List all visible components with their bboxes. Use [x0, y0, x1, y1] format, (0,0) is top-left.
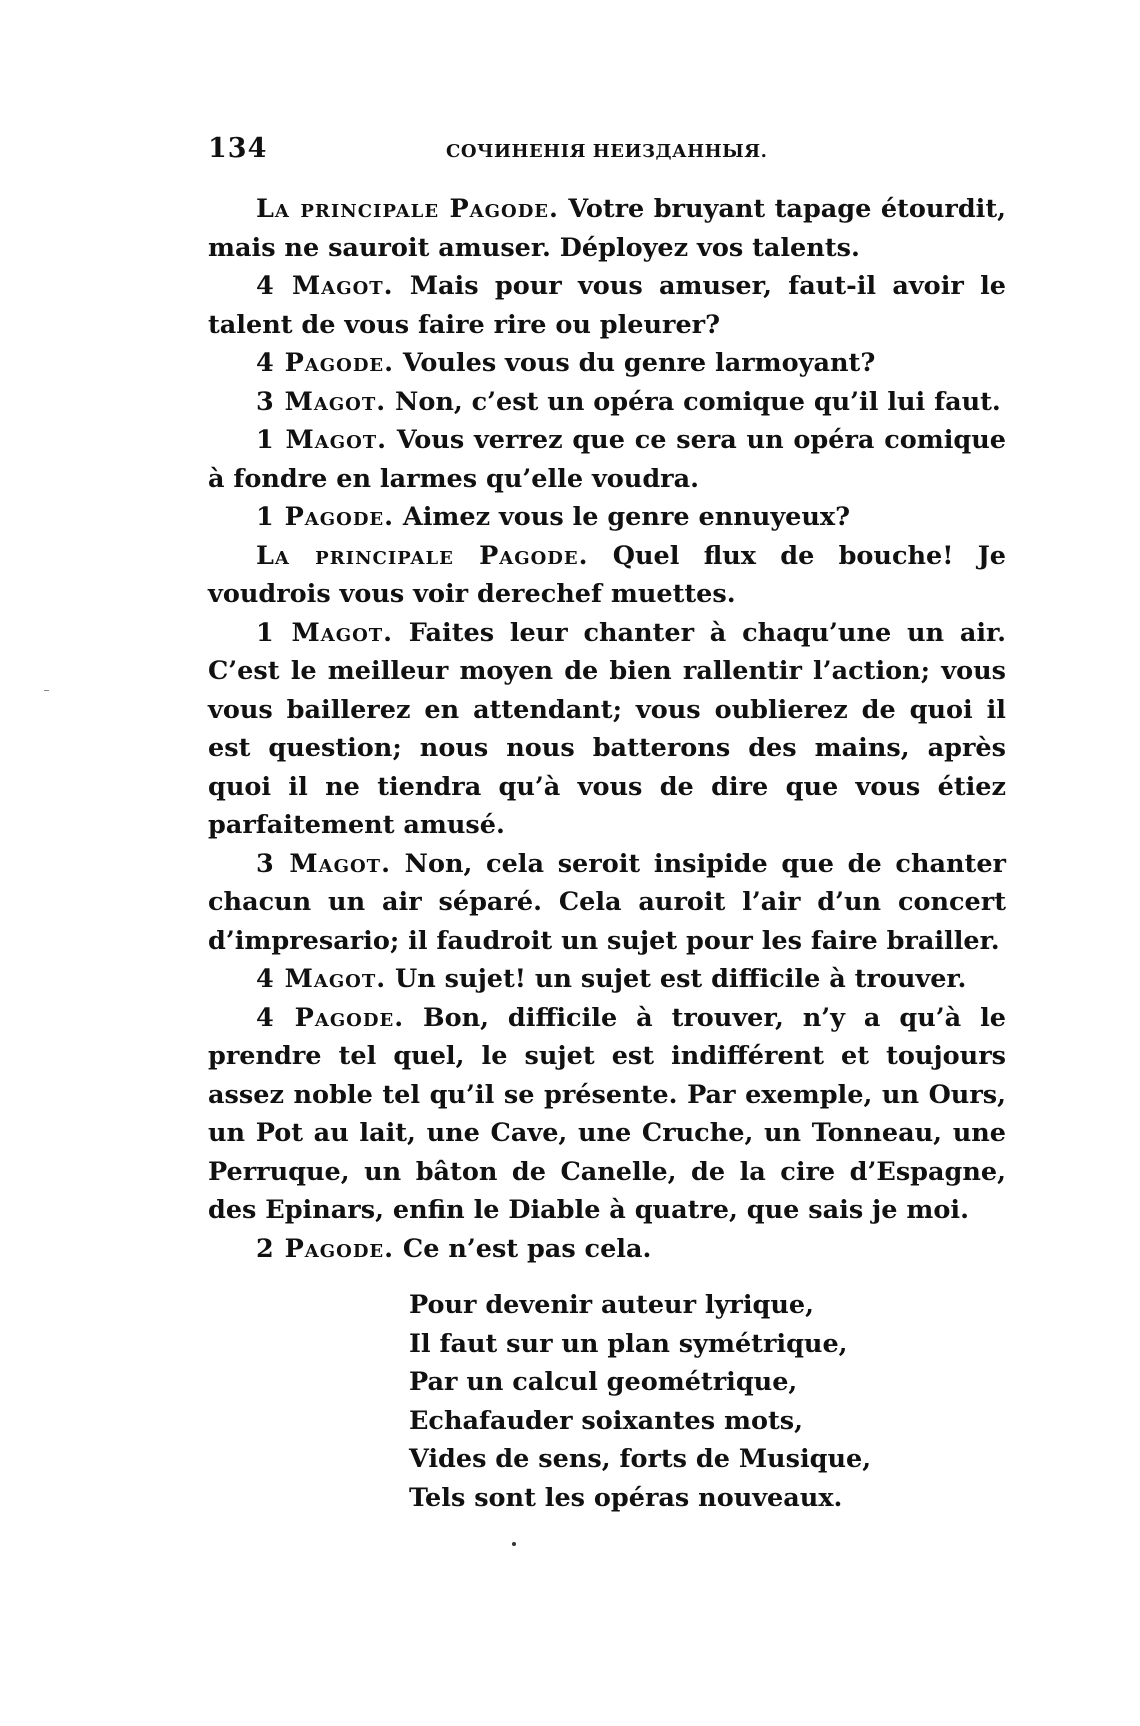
dialogue-paragraph — [208, 1230, 1006, 1269]
speech-text: Un sujet! un sujet est difficile à trouver. — [395, 964, 967, 994]
dialogue-paragraph — [208, 537, 1006, 614]
speaker-name: La principale Pagode. — [256, 194, 559, 224]
speaker-name: 1 Pagode. — [256, 502, 395, 532]
speaker-name: 3 Magot. — [256, 386, 387, 417]
running-title: СОЧИНЕНIЯ НЕИЗДАННЫЯ. — [446, 141, 768, 162]
dialogue-paragraph — [208, 267, 1006, 344]
dialogue-paragraph — [208, 344, 1006, 383]
verse-block — [409, 1286, 1006, 1517]
verse-line: Pour devenir auteur lyrique, — [409, 1290, 814, 1320]
verse-line: Echafauder soixantes mots, — [409, 1405, 803, 1436]
speaker-name: 3 Magot. — [256, 848, 391, 879]
speech-text: Votre bruyant tapage étourdit, mais ne sauroit amuser. Déployez vos talents. — [208, 194, 1006, 263]
dialogue-paragraph — [208, 960, 1006, 999]
dialogue-paragraph — [208, 999, 1006, 1230]
dialogue-paragraph — [208, 614, 1006, 845]
speaker-name: 4 Pagode. — [256, 348, 395, 378]
verse-line: Tels sont les opéras nouveaux. — [409, 1482, 843, 1513]
dialogue-paragraph — [208, 190, 1006, 267]
verse-line: Par un calcul geométrique, — [409, 1367, 798, 1397]
verse-line: Vides de sens, forts de Musique, — [409, 1444, 872, 1474]
page-number: 134 — [208, 133, 268, 164]
speech-text: Non, c’est un opéra comique qu’il lui faut. — [395, 386, 1001, 417]
speech-text: Non, cela seroit insipide que de chanter chacun un air séparé. Cela auroit l’air d’un concert d’impresario; il faudroit un sujet pour les faire brailler. — [208, 848, 1006, 956]
speech-text: Mais pour vous amuser, faut-il avoir le talent de vous faire rire ou pleurer? — [208, 271, 1006, 340]
speaker-name: 1 Magot. — [256, 425, 388, 455]
speech-text: Bon, difficile à trouver, n’y a qu’à le prendre tel quel, le sujet est indifférent et toujours assez noble tel qu’il se présente. Par exemple, un Ours, un Pot au lait, une Cave, une Cruche, un Tonneau, une Perruque, un bâton de Canelle, de la cire d’Espagne, des Epinars, enfin le Diable à quatre, que sais je moi. — [208, 1002, 1006, 1225]
dialogue-paragraph — [208, 498, 1006, 537]
dialogue-paragraph — [208, 383, 1006, 422]
speaker-name: 1 Magot. — [256, 617, 394, 648]
speech-text: Faites leur chanter à chaqu’une un air. C’est le meilleur moyen de bien rallentir l’action; vous vous baillerez en attendant; vous oublierez de quoi il est question; nous nous batterons des mains, après quoi il ne tiendra qu’à vous de dire que vous étiez parfaitement amusé. — [208, 617, 1007, 840]
margin-mark — [44, 690, 49, 691]
page-body — [208, 190, 1006, 1517]
speech-text: Ce n’est pas cela. — [402, 1233, 652, 1264]
speaker-name: La principale Pagode. — [256, 540, 589, 571]
speech-text: Voules vous du genre larmoyant? — [402, 348, 876, 378]
dialogue-paragraph — [208, 421, 1006, 498]
speech-text: Vous verrez que ce sera un opéra comique à fondre en larmes qu’elle voudra. — [208, 425, 1006, 494]
speaker-name: 2 Pagode. — [256, 1233, 395, 1264]
speaker-name: 4 Magot. — [256, 271, 394, 301]
page-header — [208, 133, 1008, 173]
verse-line: Il faut sur un plan symétrique, — [409, 1328, 848, 1359]
ink-speck — [512, 1542, 516, 1546]
dialogue-paragraph — [208, 845, 1006, 961]
speaker-name: 4 Magot. — [256, 964, 387, 994]
speech-text: Quel flux de bouche! Je voudrois vous voir derechef muettes. — [208, 540, 1006, 609]
speech-text: Aimez vous le genre ennuyeux? — [402, 502, 851, 532]
speaker-name: 4 Pagode. — [256, 1002, 405, 1033]
